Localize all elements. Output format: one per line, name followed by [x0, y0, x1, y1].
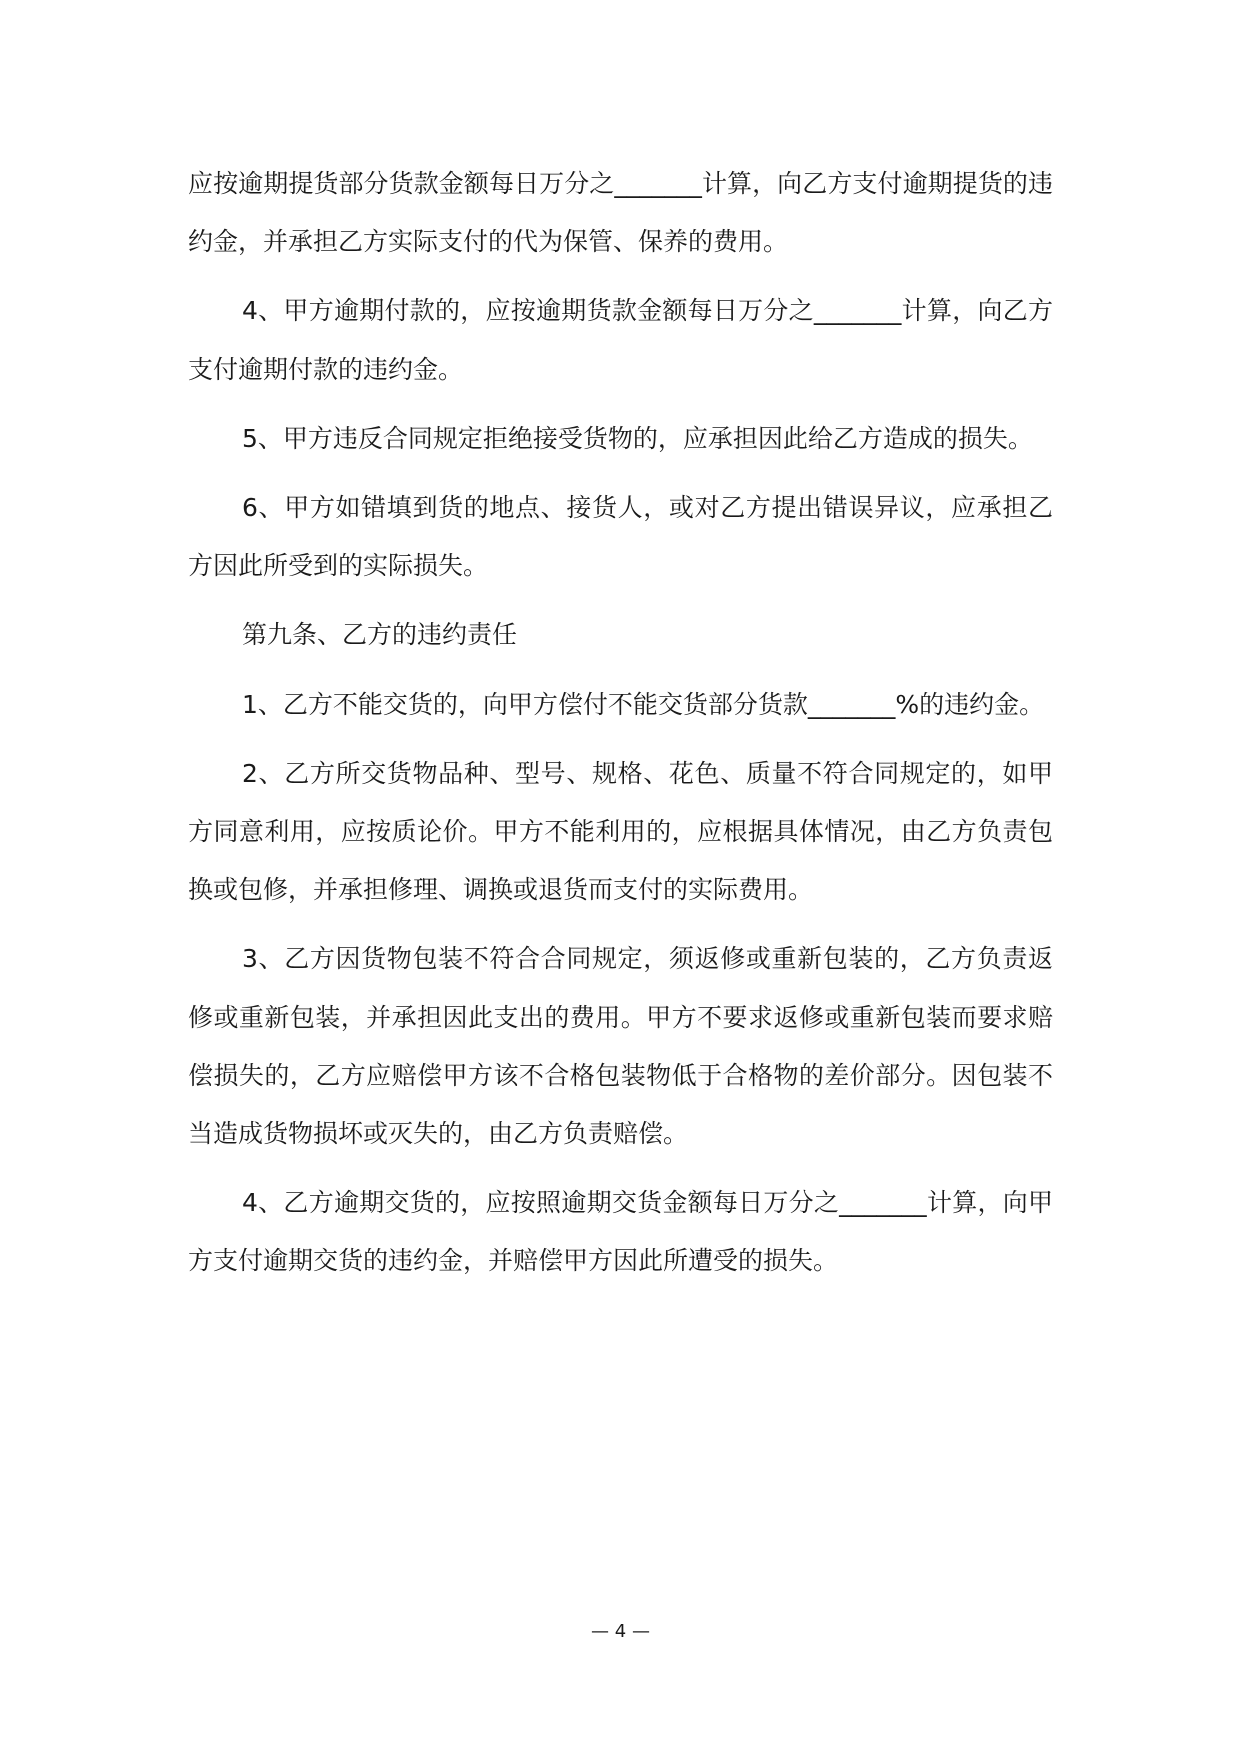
paragraph-clause-3-party-b: 3、乙方因货物包装不符合合同规定，须返修或重新包装的，乙方负责返修或重新包装，并承担因此支出的费用。甲方不要求返修或重新包装而要求赔偿损失的，乙方应赔偿甲方该不合格包装物低于合格物的差价部分。因包装不当造成货物损坏或灭失的，由乙方负责赔偿。	[188, 944, 1053, 1149]
paragraph-clause-6-party-a: 6、甲方如错填到货的地点、接货人，或对乙方提出错误异议，应承担乙方因此所受到的实际损失。	[188, 493, 1053, 581]
section-heading-article-9: 第九条、乙方的违约责任	[242, 620, 518, 650]
paragraph-clause-5-party-a: 5、甲方违反合同规定拒绝接受货物的，应承担因此给乙方造成的损失。	[242, 423, 1033, 453]
page-number: — 4 —	[591, 1621, 650, 1642]
document-body	[188, 155, 1053, 1291]
paragraph-continued: 应按逾期提货部分货款金额每日万分之_______计算，向乙方支付逾期提货的违约金，并承担乙方实际支付的代为保管、保养的费用。	[188, 169, 1053, 257]
paragraph-clause-4-party-a: 4、甲方逾期付款的，应按逾期货款金额每日万分之_______计算，向乙方支付逾期付款的违约金。	[188, 296, 1053, 384]
paragraph-clause-1-party-b: 1、乙方不能交货的，向甲方偿付不能交货部分货款_______%的违约金。	[242, 689, 1045, 719]
paragraph-clause-2-party-b: 2、乙方所交货物品种、型号、规格、花色、质量不符合同规定的，如甲方同意利用，应按质论价。甲方不能利用的，应根据具体情况，由乙方负责包换或包修，并承担修理、调换或退货而支付的实际费用。	[188, 758, 1053, 905]
paragraph-clause-4-party-b: 4、乙方逾期交货的，应按照逾期交货金额每日万分之_______计算，向甲方支付逾期交货的违约金，并赔偿甲方因此所遭受的损失。	[188, 1188, 1053, 1276]
